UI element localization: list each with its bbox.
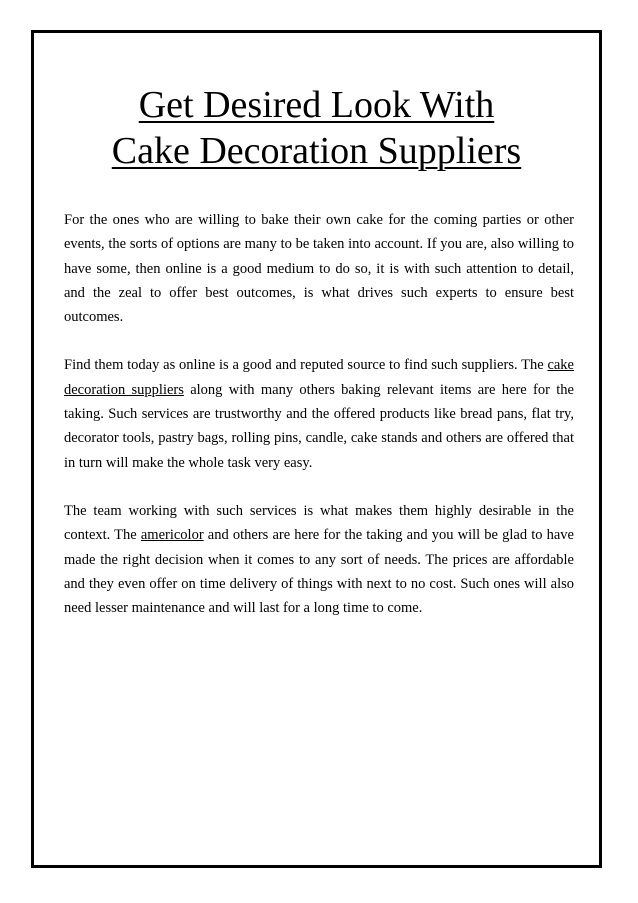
title-line-1: Get Desired Look With [138, 84, 495, 126]
americolor-link[interactable]: americolor [140, 527, 204, 544]
title-line-2: Cake Decoration Suppliers [111, 130, 522, 172]
paragraph-3-text-after: and others are here for the taking and you will be glad to have made the right decision when it comes to any sort of needs. The prices are affordable and they even offer on time delivery of things with next to no cost. Such ones will also need lesser maintenance and will last for a long time to come. [64, 527, 574, 617]
paragraph-2-text-after: along with many others baking relevant items are here for the taking. Such services are trustworthy and the offered products like bread pans, flat try, decorator tools, pastry bags, rolling pins, candle, cake stands and others are offered that in turn will make the whole task very easy. [64, 381, 574, 471]
paragraph-2 [64, 353, 574, 474]
paragraph-1: For the ones who are willing to bake their own cake for the coming parties or other events, the sorts of options are many to be taken into account. If you are, also willing to have some, then online is a good medium to do so, it is with such attention to detail, and the zeal to offer best outcomes, is what drives such experts to ensure best outcomes. [64, 212, 574, 326]
paragraph-2-text-before: Find them today as online is a good and reputed source to find such suppliers. The [64, 357, 548, 374]
article-body [64, 208, 574, 620]
page-title [34, 82, 599, 174]
paragraph-3 [64, 499, 574, 620]
paragraph-3-text-before: The team working with such services is what makes them highly desirable in the context. The [64, 502, 574, 544]
cake-decoration-suppliers-link[interactable]: cake decoration suppliers [64, 357, 574, 398]
